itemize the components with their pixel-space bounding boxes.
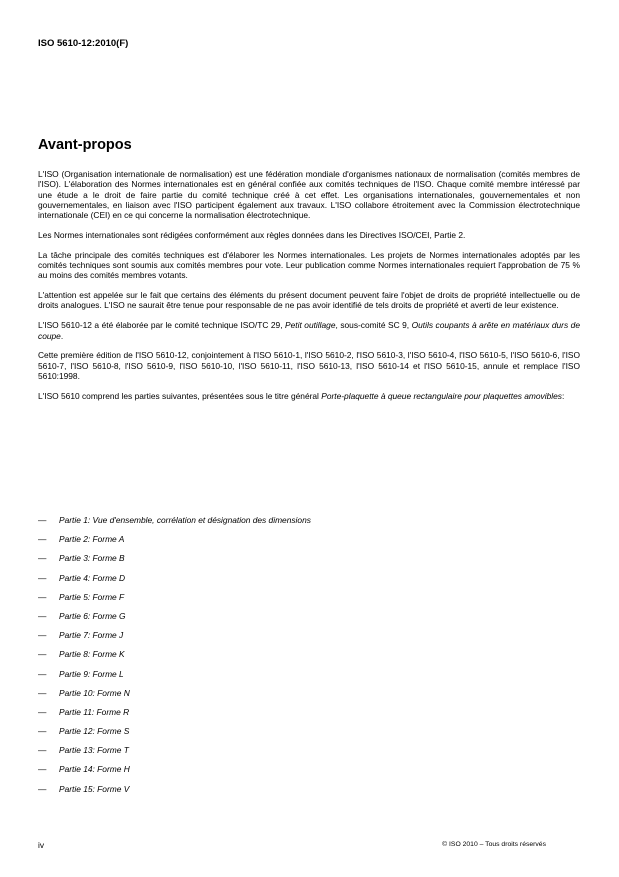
list-item <box>38 688 580 707</box>
list-item <box>38 611 580 630</box>
paragraph-directives: Les Normes internationales sont rédigées conformément aux règles données dans les Directives ISO/CEI, Partie 2. <box>38 229 466 240</box>
list-item <box>38 764 580 783</box>
list-dash: — <box>38 572 47 583</box>
part-title: Partie 8: Forme K <box>59 649 125 660</box>
list-dash: — <box>38 687 47 698</box>
list-dash: — <box>38 745 47 756</box>
part-title: Partie 1: Vue d'ensemble, corrélation et désignation des dimensions <box>59 515 311 525</box>
subcommittee-text: , sous-comité SC 9, <box>335 320 412 331</box>
list-item <box>38 515 580 534</box>
list-item <box>38 745 580 764</box>
list-dash: — <box>38 668 47 679</box>
page-number: iv <box>38 840 45 850</box>
part-title: Partie 11: Forme R <box>59 706 130 717</box>
list-dash: — <box>38 783 47 794</box>
general-title: Porte-plaquette à queue rectangulaire pour plaquettes amovibles <box>321 390 562 401</box>
list-item <box>38 573 580 592</box>
list-item <box>38 592 580 611</box>
list-dash: — <box>38 610 47 621</box>
list-item <box>38 707 580 726</box>
list-dash: — <box>38 515 47 525</box>
period: . <box>60 330 64 341</box>
colon: : <box>561 390 565 401</box>
part-title: Partie 12: Forme S <box>59 726 130 737</box>
part-title: Partie 4: Forme D <box>59 572 126 583</box>
part-title: Partie 3: Forme B <box>59 553 125 564</box>
part-title: Partie 15: Forme V <box>59 783 130 794</box>
list-item <box>38 669 580 688</box>
list-item <box>38 784 580 803</box>
part-title: Partie 7: Forme J <box>59 630 124 641</box>
committee-title: Petit outillage <box>285 320 336 331</box>
paragraph-iso-organisation: L'ISO (Organisation internationale de normalisation) est une fédération mondiale d'organismes nationaux de normalisation (comités membres de l'ISO). L'élaboration des Normes internationales est en général confiée aux comités techniques de l'ISO. Chaque comité membre intéressé par une étude a le droit de faire partie du comité technique créé à cet effet. Les organisations internationales, gouvernementales et non gouvernementales, en liaison avec l'ISO participent également aux travaux. L'ISO collabore étroitement avec la Commission électrotechnique internationale (CEI) en ce qui concerne la normalisation électrotechnique. <box>38 169 580 221</box>
list-dash: — <box>38 534 47 545</box>
list-dash: — <box>38 726 47 737</box>
list-dash: — <box>38 649 47 660</box>
subcommittee-title: Outils coupants à arête en matériaux durs de coupe <box>38 320 580 341</box>
copyright-notice: © ISO 2010 – Tous droits réservés <box>442 841 546 848</box>
list-dash: — <box>38 764 47 775</box>
page-title: Avant-propos <box>38 137 132 153</box>
list-dash: — <box>38 630 47 641</box>
list-item <box>38 649 580 668</box>
part-title: Partie 9: Forme L <box>59 668 124 679</box>
list-item <box>38 726 580 745</box>
paragraph-parts-intro <box>38 391 580 401</box>
paragraph-technical-committees: La tâche principale des comités techniques est d'élaborer les Normes internationales. Les projets de Normes internationales adoptés par les comités techniques sont soumis aux comités membres pour vote. Leur publication comme Normes internationales requiert l'approbation de 75 % au moins des comités membres votants. <box>38 249 580 281</box>
part-title: Partie 6: Forme G <box>59 610 126 621</box>
part-title: Partie 10: Forme N <box>59 687 130 698</box>
paragraph-edition: Cette première édition de l'ISO 5610-12, conjointement à l'ISO 5610-1, l'ISO 5610-2, l'ISO 5610-3, l'ISO 5610-4, l'ISO 5610-5, l'ISO 5610-6, l'ISO 5610-7, l'ISO 5610-8, l'ISO 5610-9, l'ISO 5610-10, l'ISO 5610-11, l'ISO 5610-13, l'ISO 5610-14 et l'ISO 5610-15, annule et remplace l'ISO 5610:1998. <box>38 350 580 381</box>
foreword-body <box>38 169 580 411</box>
prepared-by-text: L'ISO 5610-12 a été élaborée par le comité technique ISO/TC 29, <box>38 320 286 331</box>
part-title: Partie 13: Forme T <box>59 745 129 756</box>
list-item <box>38 630 580 649</box>
parts-list <box>38 515 580 803</box>
part-title: Partie 14: Forme H <box>59 764 130 775</box>
part-title: Partie 5: Forme F <box>59 591 125 602</box>
parts-intro-text: L'ISO 5610 comprend les parties suivantes, présentées sous le titre général <box>38 390 322 401</box>
list-dash: — <box>38 591 47 602</box>
document-id-header: ISO 5610-12:2010(F) <box>38 38 129 49</box>
part-title: Partie 2: Forme A <box>59 534 125 545</box>
paragraph-patent-rights: L'attention est appelée sur le fait que certains des éléments du présent document peuvent faire l'objet de droits de propriété intellectuelle ou de droits analogues. L'ISO ne saurait être tenue pour responsable de ne pas avoir identifié de tels droits de propriété et averti de leur existence. <box>38 290 580 311</box>
list-item <box>38 534 580 553</box>
paragraph-prepared-by <box>38 320 580 341</box>
list-dash: — <box>38 553 47 564</box>
list-item <box>38 553 580 572</box>
list-dash: — <box>38 706 47 717</box>
